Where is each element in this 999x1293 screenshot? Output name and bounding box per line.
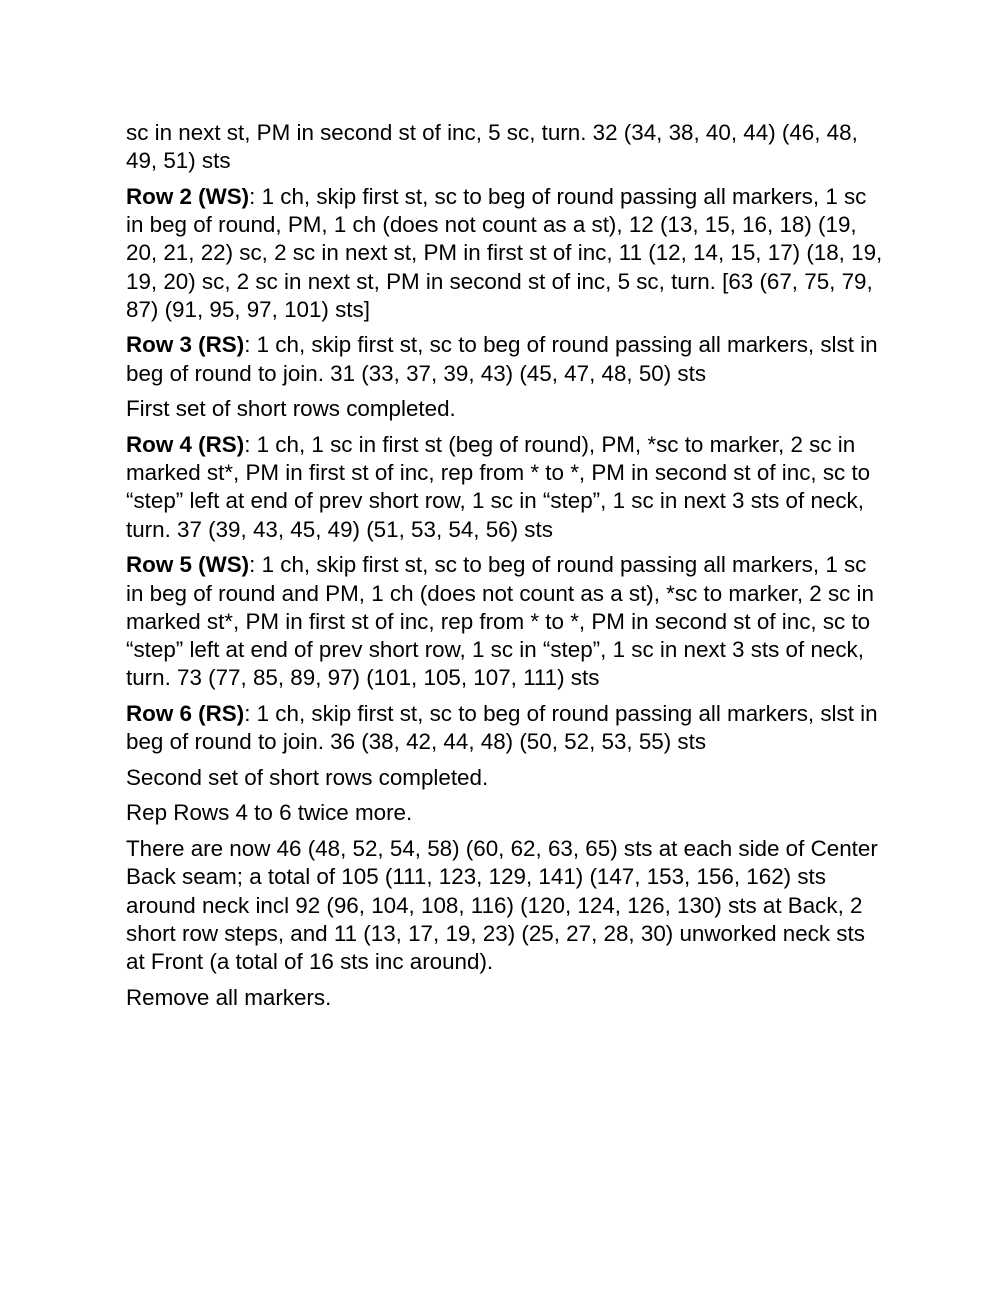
row-label: Row 4 (RS)	[126, 432, 245, 458]
paragraph-row-3	[126, 331, 886, 387]
paragraph-text: : 1 ch, skip first st, sc to beg of round passing all markers, slst in beg of round to join. 31 (33, 37, 39, 43) (45, 47, 48, 50) sts	[126, 332, 878, 386]
paragraph-text: : 1 ch, 1 sc in first st (beg of round), PM, *sc to marker, 2 sc in marked st*, PM in first st of inc, rep from * to *, PM in second st of inc, sc to “step” left at end of prev short row, 1 sc in “step”, 1 sc in next 3 sts of neck, turn. 37 (39, 43, 45, 49) (51, 53, 54, 56) sts	[126, 432, 871, 542]
paragraph-first-set-note	[126, 395, 886, 423]
paragraph-text: Second set of short rows completed.	[126, 764, 489, 790]
paragraph-row-6	[126, 700, 886, 756]
row-label: Row 2 (WS)	[126, 183, 250, 209]
paragraph-text: : 1 ch, skip first st, sc to beg of round passing all markers, slst in beg of round to join. 36 (38, 42, 44, 48) (50, 52, 53, 55) sts	[126, 700, 878, 755]
paragraph-text: There are now 46 (48, 52, 54, 58) (60, 62, 63, 65) sts at each side of Center Back seam; a total of 105 (111, 123, 129, 141) (147, 153, 156, 162) sts around neck incl 92 (96, 104, 108, 116) (120, 124, 126, 130) sts at Back, 2 short row steps, and 11 (13, 17, 19, 23) (25, 27, 28, 30) unworked neck sts at Front (a total of 16 sts inc around).	[126, 836, 878, 974]
paragraph-stitch-summary	[126, 835, 886, 976]
row-label: Row 3 (RS)	[126, 332, 245, 358]
paragraph-second-set-note	[126, 764, 886, 792]
row-label: Row 5 (WS)	[126, 552, 250, 578]
paragraph-row-2	[126, 183, 886, 324]
paragraph-text: Remove all markers.	[126, 984, 332, 1010]
row-label: Row 6 (RS)	[126, 700, 245, 726]
pattern-instructions	[126, 119, 886, 1019]
paragraph-text: First set of short rows completed.	[126, 396, 456, 422]
paragraph-text: : 1 ch, skip first st, sc to beg of round passing all markers, 1 sc in beg of round, PM, 1 ch (does not count as a st), 12 (13, 15, 16, 18) (19, 20, 21, 22) sc, 2 sc in next st, PM in first st of inc, 11 (12, 14, 15, 17) (18, 19, 19, 20) sc, 2 sc in next st, PM in second st of inc, 5 sc, turn. [63 (67, 75, 79, 87) (91, 95, 97, 101) sts]	[126, 183, 883, 322]
paragraph-text: : 1 ch, skip first st, sc to beg of round passing all markers, 1 sc in beg of round and PM, 1 ch (does not count as a st), *sc to marker, 2 sc in marked st*, PM in first st of inc, rep from * to *, PM in second st of inc, sc to “step” left at end of prev short row, 1 sc in “step”, 1 sc in next 3 sts of neck, turn. 73 (77, 85, 89, 97) (101, 105, 107, 111) sts	[126, 552, 874, 691]
paragraph-row-5	[126, 551, 886, 692]
paragraph-row-1-continuation	[126, 119, 886, 175]
paragraph-repeat-note	[126, 799, 886, 827]
paragraph-row-4	[126, 431, 886, 544]
paragraph-remove-markers	[126, 984, 886, 1012]
paragraph-text: sc in next st, PM in second st of inc, 5 sc, turn. 32 (34, 38, 40, 44) (46, 48, 49, 51) sts	[126, 120, 858, 174]
paragraph-text: Rep Rows 4 to 6 twice more.	[126, 800, 413, 826]
